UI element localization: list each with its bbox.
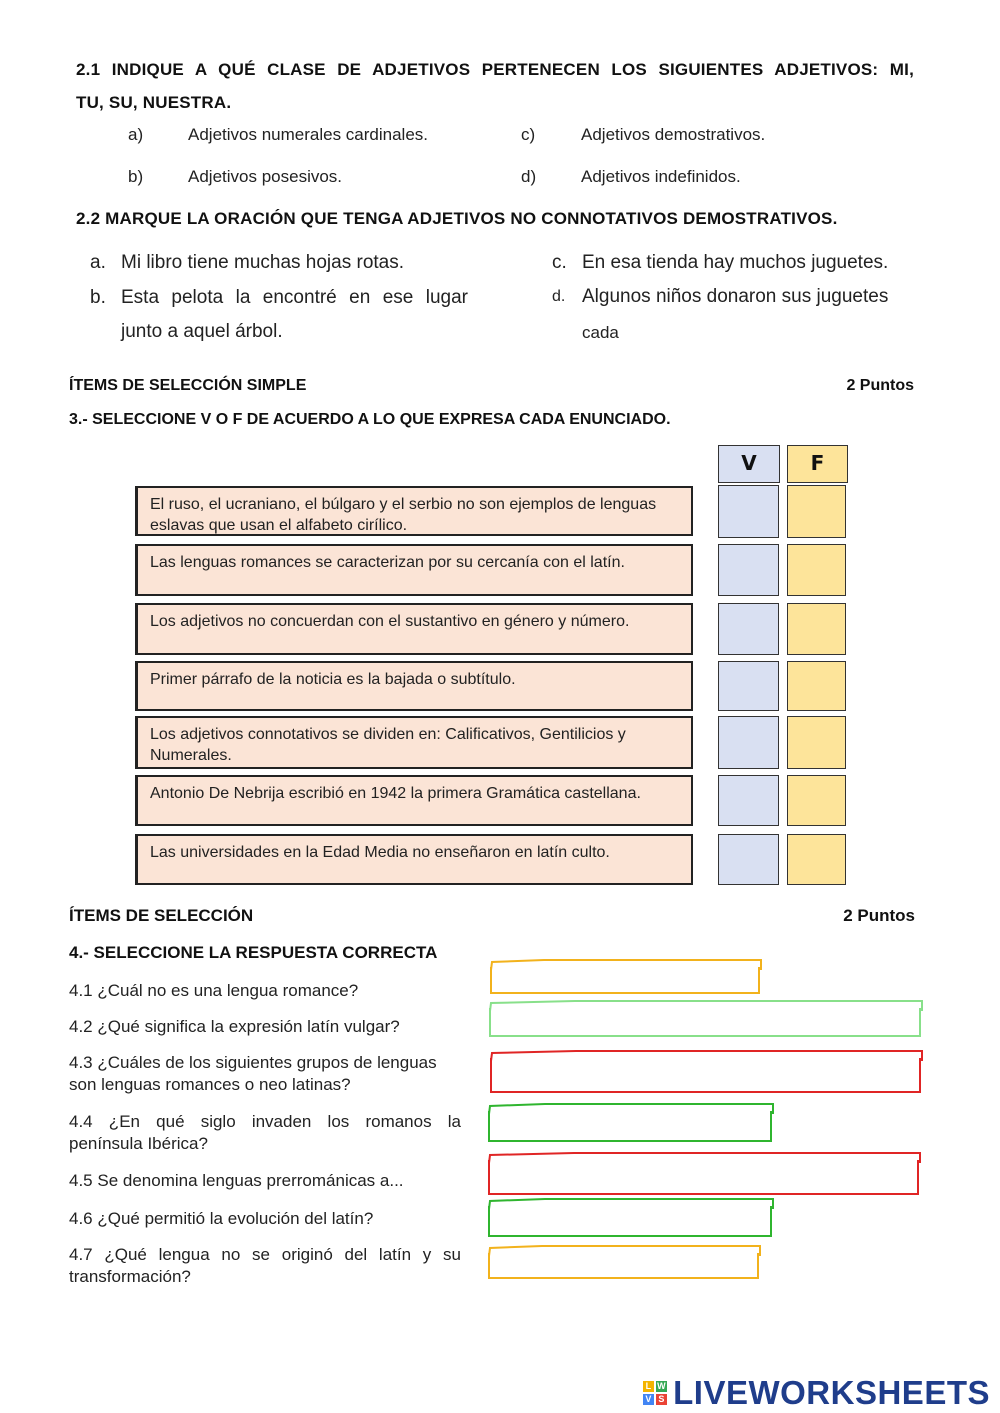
statement-text: Primer párrafo de la noticia es la bajada o subtítulo. (135, 661, 693, 711)
logo-tile: W (657, 1381, 667, 1391)
option-text: Adjetivos demostrativos. (581, 125, 766, 144)
answer-box-top-edge (490, 957, 764, 971)
question-text-line1: 4.7 ¿Qué lengua no se originó del latín y su (69, 1245, 461, 1264)
q2-1-heading-line1: 2.1 INDIQUE A QUÉ CLASE DE ADJETIVOS PERTENECEN LOS SIGUIENTES ADJETIVOS: MI, (76, 60, 914, 79)
true-box[interactable] (718, 716, 779, 769)
false-box[interactable] (787, 485, 846, 538)
option-text-line1: Esta pelota la encontré en ese lugar (121, 287, 468, 308)
option-letter: c. (552, 252, 567, 273)
question-text-line1: 4.4 ¿En qué siglo invaden los romanos la (69, 1112, 461, 1131)
option-letter: c) (521, 125, 536, 144)
false-box[interactable] (787, 603, 846, 655)
answer-4-1[interactable] (490, 967, 760, 994)
option-letter: b. (90, 287, 106, 308)
statement-text: El ruso, el ucraniano, el búlgaro y el serbio no son ejemplos de lenguas eslavas que usan el alfabeto cirílico. (135, 486, 693, 536)
section-3-points: 2 Puntos (846, 377, 914, 394)
question-text: 4.1 ¿Cuál no es una lengua romance? (69, 981, 359, 1000)
true-box[interactable] (718, 834, 779, 885)
answer-box-top-edge (488, 1150, 923, 1164)
question-text: 4.6 ¿Qué permitió la evolución del latín? (69, 1209, 374, 1228)
false-box[interactable] (787, 775, 846, 826)
statement-text: Los adjetivos no concuerdan con el sustantivo en género y número. (135, 603, 693, 655)
answer-4-2[interactable] (489, 1008, 921, 1037)
false-box[interactable] (787, 834, 846, 885)
question-4-6 (69, 1208, 461, 1230)
option-text: Mi libro tiene muchas hojas rotas. (121, 252, 405, 273)
option-letter: d) (521, 167, 537, 186)
option-text: Adjetivos numerales cardinales. (188, 125, 429, 144)
logo-mark-icon (643, 1381, 667, 1405)
statement-text: Antonio De Nebrija escribió en 1942 la primera Gramática castellana. (135, 775, 693, 826)
section-4-heading: 4.- SELECCIONE LA RESPUESTA CORRECTA (69, 943, 438, 962)
false-box[interactable] (787, 716, 846, 769)
logo-tile: V (643, 1394, 654, 1405)
option-text: En esa tienda hay muchos juguetes. (582, 252, 889, 273)
answer-box-top-edge (490, 1048, 925, 1062)
answer-4-6[interactable] (488, 1206, 772, 1237)
logo-tile: S (656, 1394, 667, 1405)
answer-4-5[interactable] (488, 1160, 919, 1195)
true-box[interactable] (718, 661, 779, 711)
answer-box-top-edge (489, 998, 925, 1012)
true-box[interactable] (718, 544, 779, 596)
option-letter: a) (128, 125, 144, 144)
question-text: 4.5 Se denomina lenguas prerrománicas a... (69, 1171, 404, 1190)
answer-4-4[interactable] (488, 1111, 772, 1142)
answer-4-7[interactable] (488, 1253, 759, 1279)
section-3-label: ÍTEMS DE SELECCIÓN SIMPLE (69, 377, 307, 394)
question-4-1 (69, 980, 461, 1002)
question-4-3 (69, 1052, 461, 1096)
section-3-heading: 3.- SELECCIONE V O F DE ACUERDO A LO QUE EXPRESA CADA ENUNCIADO. (69, 411, 671, 428)
option-letter: a. (90, 252, 106, 273)
statement-text: Las universidades en la Edad Media no enseñaron en latín culto. (135, 834, 693, 885)
q2-2-heading: 2.2 MARQUE LA ORACIÓN QUE TENGA ADJETIVOS NO CONNOTATIVOS DEMOSTRATIVOS. (76, 209, 838, 228)
question-text-line2: son lenguas romances o neo latinas? (69, 1075, 351, 1094)
q2-1-heading-line2: TU, SU, NUESTRA. (76, 93, 232, 112)
v-column-header: V (718, 445, 780, 483)
answer-box-top-edge (488, 1243, 763, 1257)
section-4-label: ÍTEMS DE SELECCIÓN (69, 906, 254, 925)
answer-box-top-edge (488, 1196, 776, 1210)
true-box[interactable] (718, 485, 779, 538)
question-text-line1: 4.3 ¿Cuáles de los siguientes grupos de lenguas (69, 1053, 437, 1072)
liveworksheets-logo[interactable] (643, 1374, 990, 1412)
question-text-line2: transformación? (69, 1267, 191, 1286)
option-text-line1: Algunos niños donaron sus juguetes (582, 286, 889, 307)
false-box[interactable] (787, 661, 846, 711)
false-box[interactable] (787, 544, 846, 596)
statement-text: Los adjetivos connotativos se dividen en: Calificativos, Gentilicios y Numerales. (135, 716, 693, 769)
question-4-5 (69, 1170, 461, 1192)
true-box[interactable] (718, 775, 779, 826)
answer-box-top-edge (488, 1101, 776, 1115)
question-text-line2: península Ibérica? (69, 1134, 208, 1153)
option-letter: d. (552, 288, 566, 305)
statement-text: Las lenguas romances se caracterizan por su cercanía con el latín. (135, 544, 693, 596)
question-text: 4.2 ¿Qué significa la expresión latín vulgar? (69, 1017, 400, 1036)
answer-4-3[interactable] (490, 1058, 921, 1093)
question-4-4 (69, 1111, 461, 1155)
option-text-line2: junto a aquel árbol. (121, 321, 283, 342)
option-letter: b) (128, 167, 144, 186)
question-4-7 (69, 1244, 461, 1288)
option-text: Adjetivos indefinidos. (581, 167, 741, 186)
section-4-points: 2 Puntos (843, 906, 915, 925)
f-column-header: F (787, 445, 848, 483)
logo-text: LIVEWORKSHEETS (673, 1374, 990, 1411)
option-text-line2: cada (582, 323, 619, 342)
option-text: Adjetivos posesivos. (188, 167, 343, 186)
question-4-2 (69, 1016, 461, 1038)
true-box[interactable] (718, 603, 779, 655)
logo-tile: L (643, 1381, 654, 1392)
